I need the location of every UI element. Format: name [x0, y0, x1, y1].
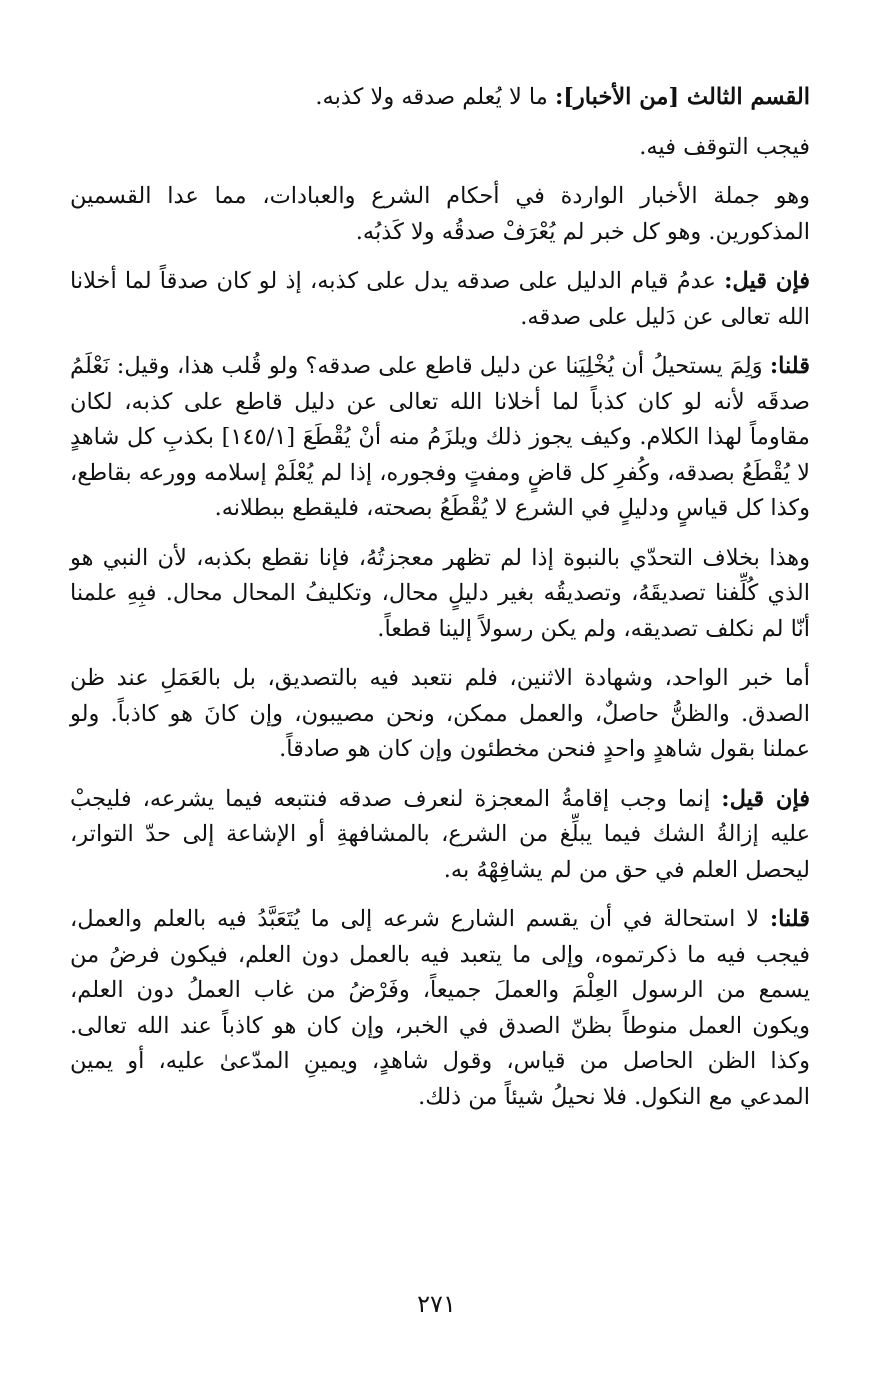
objection-label: فإن قيل: [724, 268, 810, 294]
paragraph-4 [70, 264, 810, 335]
page-body [70, 80, 810, 1129]
paragraph-6 [70, 541, 810, 648]
paragraph-1 [70, 80, 810, 116]
paragraph-text: وَلِمَ يستحيلُ أن يُخْلِيَنا عن دليل قاطع على صدقه؟ ولو قُلب هذا، وقيل: نَعْلَمُ صدقَه لأنه لو كان كذباً لما أخلانا الله تعالى عن دليل قاطع على كذبه، لكان مقاوماً لهذا الكلام. وكيف يجوز ذلك ويلزَمُ منه أنْ يُقْطَعَ [١٤٥/١] بكذبِ كل شاهدٍ لا يُقْطَعُ بصدقه، وكُفرِ كل قاضٍ ومفتٍ وفجوره، إذا لم يُعْلَمْ إسلامه وورعه بقاطع، وكذا كل قياسٍ ودليلٍ في الشرع لا يُقْطَعُ بصحته، فليقطع ببطلانه. [70, 353, 810, 521]
section-heading: القسم الثالث [من الأخبار]: [554, 84, 810, 110]
paragraph-9 [70, 902, 810, 1115]
reply-label: قلنا: [769, 906, 810, 932]
paragraph-text: وهذا بخلاف التحدّي بالنبوة إذا لم تظهر معجزتُهُ، فإنا نقطع بكذبه، لأن النبي هو الذي كُلِّفنا تصديقَهُ، وتصديقُه بغير دليلٍ محال، وتكليفُ المحال محال. فبِهِ علمنا أنّا لم نكلف تصديقه، ولم يكن رسولاً إلينا قطعاً. [70, 544, 810, 642]
paragraph-5 [70, 349, 810, 527]
paragraph-text: إنما وجب إقامةُ المعجزة لنعرف صدقه فنتبعه فيما يشرعه، فليجبْ عليه إزالةُ الشك فيما يبلِّغ من الشرع، بالمشافهةِ أو الإشاعة إلى حدّ التواتر، ليحصل العلم في حق من لم يشافِهْهُ به. [70, 785, 810, 883]
paragraph-text: أما خبر الواحد، وشهادة الاثنين، فلم نتعبد فيه بالتصديق، بل بالعَمَلِ عند ظن الصدق. والظنُّ حاصلٌ، والعمل ممكن، ونحن مصيبون، وإن كانَ هو كاذباً. ولو عملنا بقول شاهدٍ واحدٍ فنحن مخطئون وإن كان هو صادقاً. [70, 665, 810, 762]
paragraph-text: فيجب التوقف فيه. [639, 133, 810, 160]
page-number: ٢٧١ [417, 1290, 456, 1318]
paragraph-text: ما لا يُعلم صدقه ولا كذبه. [315, 84, 555, 110]
paragraph-text: لا استحالة في أن يقسم الشارع شرعه إلى ما يُتَعَبَّدُ فيه بالعلم والعمل، فيجب فيه ما ذكرتموه، وإلى ما يتعبد فيه بالعمل دون العلم، فيكون فرضُ من يسمع من الرسول العِلْمَ والعملَ جميعاً، وفَرْضُ من غاب العملُ دون العلم، ويكون العمل منوطاً بظنّ الصدق في الخبر، وإن كان هو كاذباً عند الله تعالى. وكذا الظن الحاصل من قياس، وقول شاهدٍ، ويمينِ المدّعىٰ عليه، أو يمين المدعي مع النكول. فلا نحيلُ شيئاً من ذلك. [70, 906, 810, 1110]
reply-label: قلنا: [769, 353, 810, 379]
paragraph-3 [70, 179, 810, 250]
paragraph-text: وهو جملة الأخبار الواردة في أحكام الشرع والعبادات، مما عدا القسمين المذكورين. وهو كل خبر لم يُعْرَفْ صدقُه ولا كَذبُه. [70, 183, 810, 245]
objection-label: فإن قيل: [721, 785, 810, 812]
paragraph-8 [70, 782, 810, 889]
paragraph-7 [70, 661, 810, 768]
paragraph-text: عدمُ قيام الدليل على صدقه يدل على كذبه، إذ لو كان صدقاً لما أخلانا الله تعالى عن دَليل على صدقه. [70, 268, 810, 330]
paragraph-2 [70, 130, 810, 166]
